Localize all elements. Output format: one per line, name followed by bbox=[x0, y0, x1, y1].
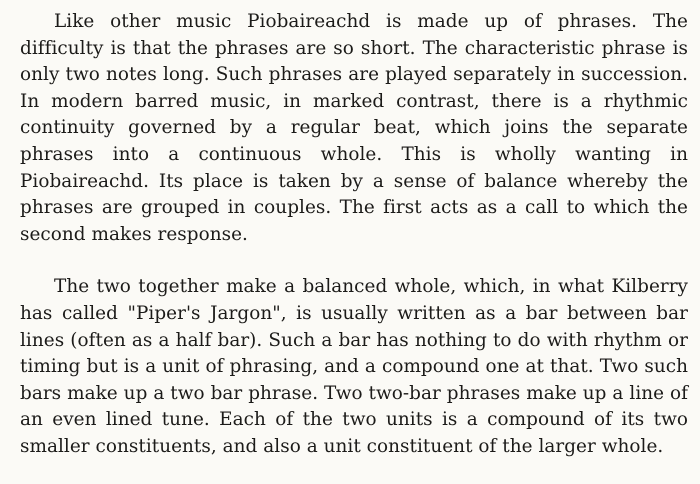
paragraph-2: The two together make a balanced whole, which, in what Kilberry has called "Piper's Jargon", is usually written as a bar between bar lines (often as a half bar). Such a bar has nothing to do with rhythm or timing but is a unit of phrasing, and a compound one at that. Two such bars make up a two bar phrase. Two two-bar phrases make up a line of an even lined tune. Each of the two units is a compound of its two smaller constituents, and also a unit constituent of the larger whole. bbox=[20, 276, 688, 457]
paragraph-1: Like other music Piobaireachd is made up of phrases. The difficulty is that the phrases are so short. The characteristic phrase is only two notes long. Such phrases are played separately in succession. In modern barred music, in marked contrast, there is a rhythmic continuity governed by a regular beat, which joins the separate phrases into a continuous whole. This is wholly wanting in Piobaireachd. Its place is taken by a sense of balance whereby the phrases are grouped in couples. The first acts as a call to which the second makes response. bbox=[20, 11, 688, 245]
